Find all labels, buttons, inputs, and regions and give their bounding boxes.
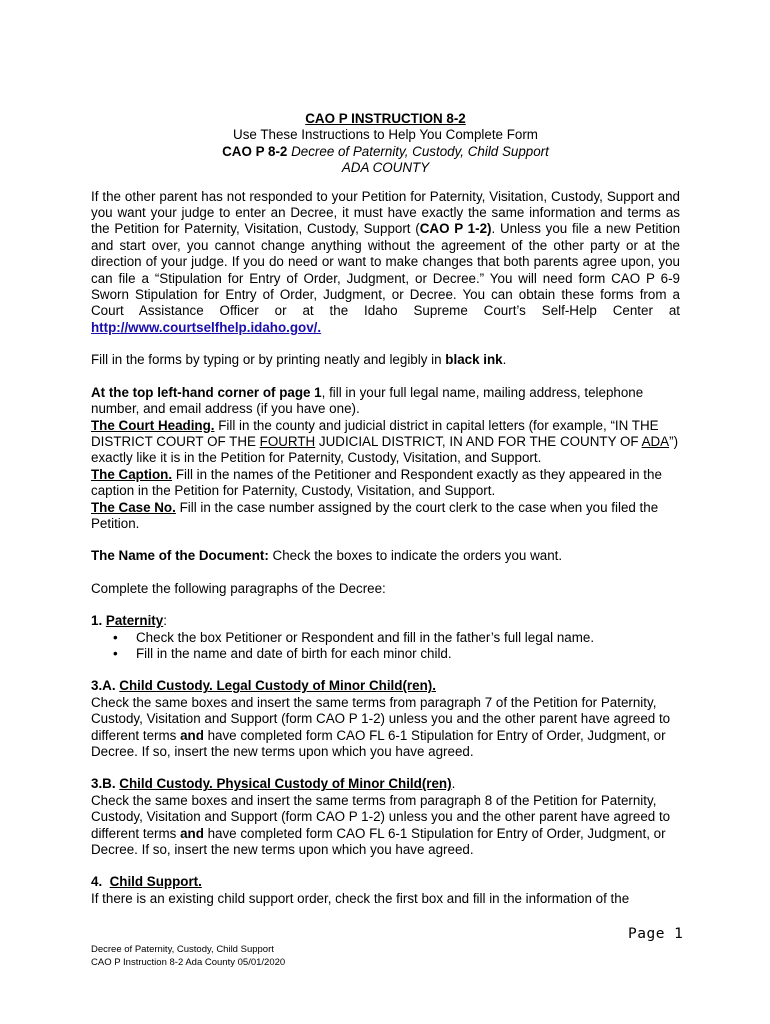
paternity-list bbox=[91, 630, 680, 663]
bullet-icon: • bbox=[113, 645, 118, 661]
document-name-instruction: The Name of the Document: Check the boxes to indicate the orders you want. bbox=[91, 548, 563, 564]
list-item: • Fill in the name and date of birth for each minor child. bbox=[113, 645, 452, 661]
top-left-instruction: At the top left-hand corner of page 1, fill in your full legal name, mailing address, telephone number, and email address (if you have one). bbox=[91, 384, 644, 417]
footer-line: CAO P Instruction 8-2 Ada County 05/01/2020 bbox=[91, 956, 286, 968]
form-code: CAO P 8-2 bbox=[222, 143, 288, 159]
document-subtitle: Use These Instructions to Help You Complete Form bbox=[233, 127, 538, 143]
legal-custody-text: Check the same boxes and insert the same terms from paragraph 7 of the Petition for Paternity, Custody, Visitation and Support (form CAO P 1-2) unless you and the other parent have agreed to different terms and have completed form CAO FL 6-1 Stipulation for Entry of Order, Judgment, or Decree. If so, insert the new terms upon which you have agreed. bbox=[91, 694, 671, 759]
ink-instruction: Fill in the forms by typing or by printing neatly and legibly in black ink. bbox=[91, 352, 507, 368]
footer-line: Decree of Paternity, Custody, Child Support bbox=[91, 944, 274, 955]
child-support-heading: 4. Child Support. bbox=[91, 874, 202, 890]
caption-instruction: The Caption. Fill in the names of the Petitioner and Respondent exactly as they appeared in the caption in the Petition for Paternity, Custody, Visitation, and Support. bbox=[91, 466, 662, 499]
bullet-icon: • bbox=[113, 629, 118, 645]
paternity-heading: 1. Paternity: bbox=[91, 613, 167, 629]
form-line bbox=[91, 144, 680, 160]
child-support-text: If there is an existing child support order, check the first box and fill in the information of the bbox=[91, 890, 630, 906]
list-item: • Check the box Petitioner or Respondent and fill in the father’s full legal name. bbox=[113, 629, 595, 645]
complete-paragraphs-note: Complete the following paragraphs of the Decree: bbox=[91, 580, 386, 596]
document-title: CAO P INSTRUCTION 8-2 bbox=[305, 111, 466, 126]
self-help-link[interactable]: http://www.courtselfhelp.idaho.gov/. bbox=[91, 319, 322, 335]
page-footer bbox=[91, 944, 285, 969]
document-header bbox=[91, 111, 680, 177]
physical-custody-text: Check the same boxes and insert the same terms from paragraph 8 of the Petition for Paternity, Custody, Visitation and Support (form CAO P 1-2) unless you and the other parent have agreed to different terms and have completed form CAO FL 6-1 Stipulation for Entry of Order, Judgment, or Decree. If so, insert the new terms upon which you have agreed. bbox=[91, 792, 671, 858]
form-reference: CAO P 1-2) bbox=[419, 221, 492, 237]
legal-custody-heading: 3.A. Child Custody. Legal Custody of Minor Child(ren). bbox=[91, 678, 436, 694]
county-name: ADA COUNTY bbox=[341, 160, 430, 176]
form-name: Decree of Paternity, Custody, Child Support bbox=[291, 143, 549, 159]
document-body bbox=[91, 111, 680, 907]
intro-paragraph: If the other parent has not responded to your Petition for Paternity, Visitation, Custody, Support and you want your judge to enter an Decree, it must have exactly the same information and terms as the Petition for Paternity, Visitation, Custody, Support (CAO P 1-2). Unless you file a new Petition and start over, you cannot change anything without the agreement of the other party or at the direction of your judge. If you do need or want to make changes that both parents agree upon, you can file a “Stipulation for Entry of Order, Judgment, or Decree.” You will need form CAO P 6-9 Sworn Stipulation for Entry of Order, Judgment, or Decree. You can obtain these forms from a Court Assistance Officer or at the Idaho Supreme Court’s Self-Help Center at http://www.courtselfhelp.idaho.gov/. bbox=[91, 188, 681, 335]
case-number-instruction: The Case No. Fill in the case number assigned by the court clerk to the case when you filed the Petition. bbox=[91, 499, 659, 531]
court-heading-instruction: The Court Heading. Fill in the county and judicial district in capital letters (for example, “IN THE DISTRICT COURT OF THE FOURTH JUDICIAL DISTRICT, IN AND FOR THE COUNTY OF ADA”) exactly like it is in the Petition for Paternity, Custody, Visitation, and Support. bbox=[91, 417, 679, 466]
physical-custody-heading: 3.B. Child Custody. Physical Custody of Minor Child(ren). bbox=[91, 776, 456, 792]
page-number: Page 1 bbox=[628, 926, 684, 942]
